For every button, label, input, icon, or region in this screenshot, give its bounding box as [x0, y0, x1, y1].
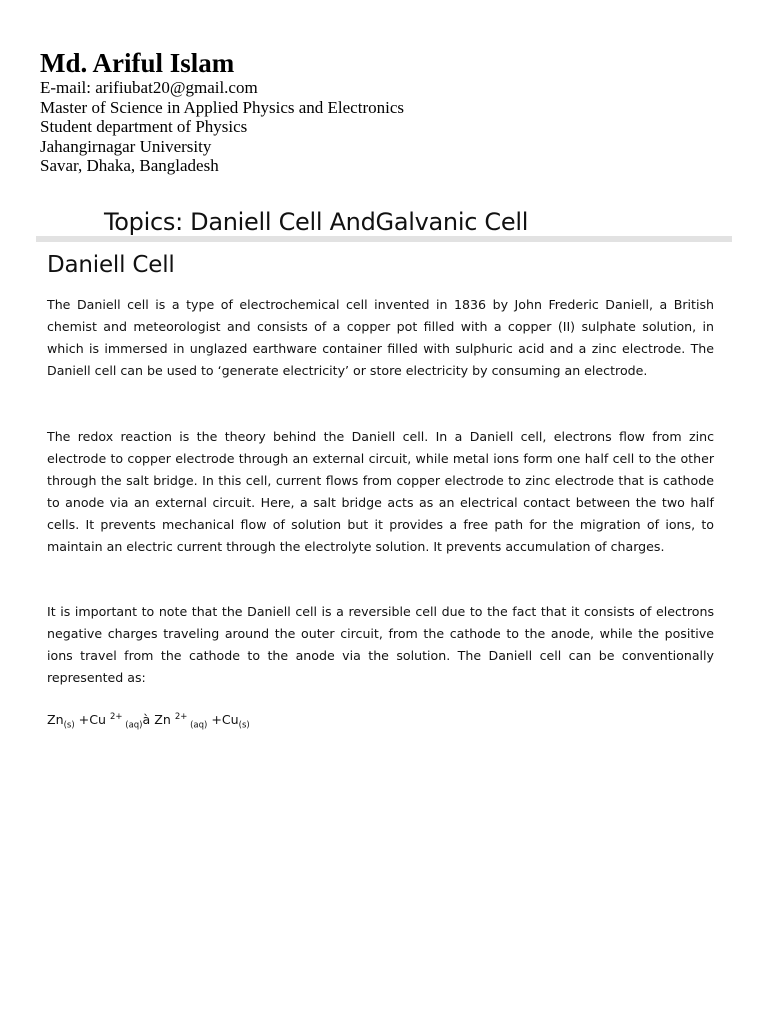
- equation-zn-state: (s): [63, 720, 75, 731]
- author-email: E-mail: arifiubat20@gmail.com: [40, 78, 258, 97]
- author-university: Jahangirnagar University: [40, 136, 212, 156]
- equation-cu-state: (aq): [122, 720, 143, 731]
- equation-cu-solid-state: (s): [238, 720, 250, 731]
- author-header: [40, 48, 740, 176]
- paragraph-intro: The Daniell cell is a type of electrochemical cell invented in 1836 by John Frederic Daniell, a British chemist and meteorologist and consists of a copper pot filled with a copper (II) sulphate solution, in which is immersed in unglazed earthware container filled with sulphuric acid and a zinc electrode. The Daniell cell can be used to ‘generate electricity’ or store electricity by consuming an electrode.: [47, 297, 714, 378]
- equation-zn: Zn: [47, 712, 64, 727]
- equation-zn-charge: 2+: [174, 711, 188, 722]
- paragraph-reversible: It is important to note that the Daniell cell is a reversible cell due to the fact that it consists of electrons negative charges traveling around the outer circuit, from the cathode to the anode, while the positive ions travel from the cathode to the anode via the solution. The Daniell cell can be conventionally represented as:: [47, 604, 714, 685]
- author-degree: Master of Science in Applied Physics and Electronics: [40, 97, 404, 117]
- cell-equation: [47, 709, 250, 731]
- author-address: Savar, Dhaka, Bangladesh: [40, 156, 219, 175]
- author-department: Student department of Physics: [40, 117, 248, 136]
- equation-cu-charge: 2+: [110, 711, 123, 722]
- paragraph-redox: The redox reaction is the theory behind the Daniell cell. In a Daniell cell, electrons flow from zinc electrode to copper electrode through an external circuit, while metal ions form one half cell to the other through the salt bridge. In this cell, current flows from copper electrode to zinc electrode that is cathode to anode via an external circuit. Here, a salt bridge acts as an electrical contact between the two half cells. It prevents mechanical flow of solution but it provides a free path for the migration of ions, to maintain an electric current through the electrolyte solution. It prevents accumulation of charges.: [47, 429, 714, 554]
- equation-zn-ion-state: (aq): [187, 720, 208, 731]
- equation-plus-cu: +Cu: [74, 712, 111, 727]
- topic-divider: [36, 236, 732, 242]
- equation-arrow: à Zn: [142, 712, 175, 727]
- section-heading: Daniell Cell: [47, 252, 175, 278]
- topic-title: Topics: Daniell Cell AndGalvanic Cell: [104, 208, 529, 236]
- author-name: Md. Ariful Islam: [40, 48, 235, 78]
- equation-plus-cu-solid: +Cu: [207, 712, 239, 727]
